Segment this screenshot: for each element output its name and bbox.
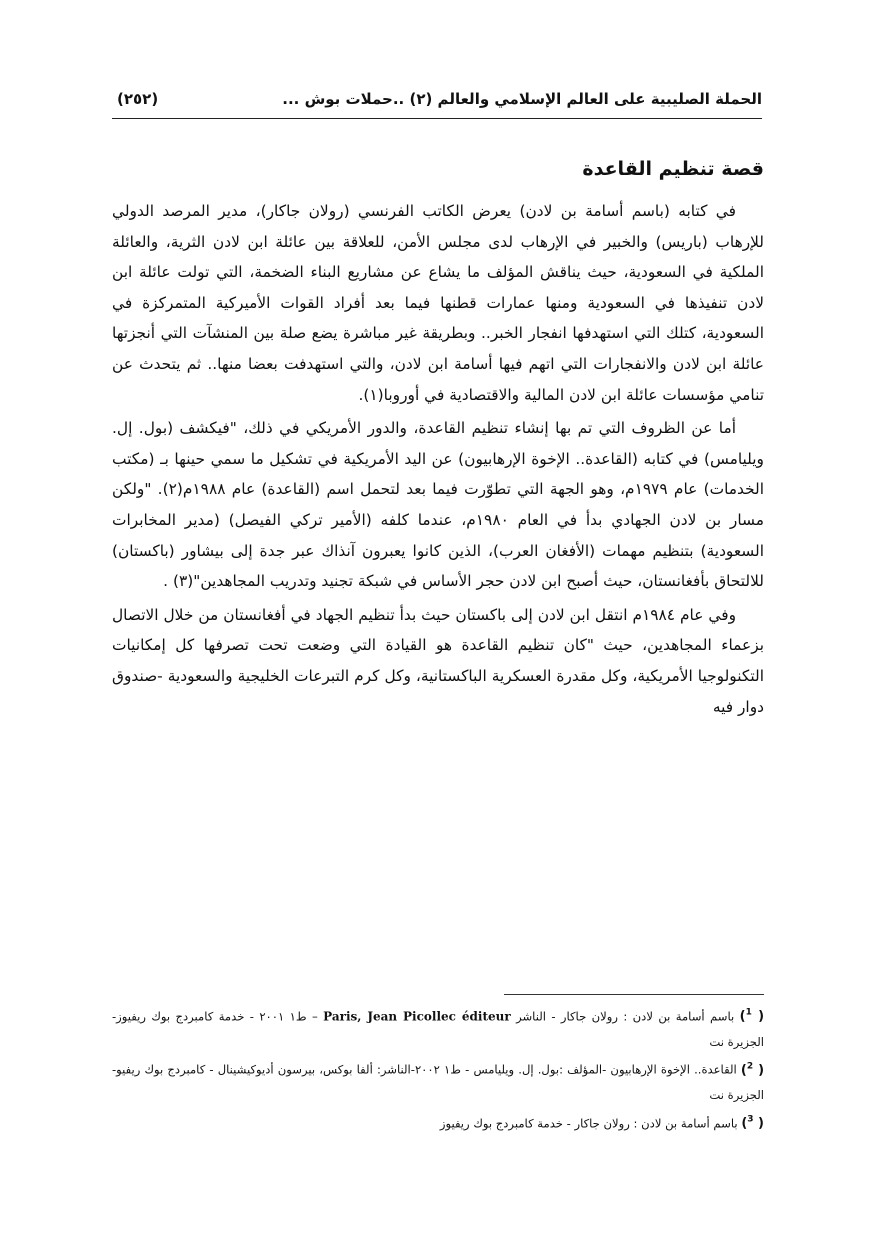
footnote-text: باسم أسامة بن لادن : رولان جاكار - خدمة كامبردج بوك ريفيوز: [439, 1115, 738, 1130]
paragraph: في كتابه (باسم أسامة بن لادن) يعرض الكاتب الفرنسي (رولان جاكار)، مدير المرصد الدولي للإرهاب (باريس) والخبير في الإرهاب لدى مجلس الأمن، للعلاقة بين عائلة ابن لادن الثرية، والعائلة الملكية في السعودية، حيث يناقش المؤلف ما يشاع عن مشاريع البناء الضخمة، التي تولت عائلة ابن لادن تنفيذها في السعودية ومنها عمارات قطنها فيما بعد أفراد القوات الأميركية المتمركزة في السعودية، كتلك التي استهدفها انفجار الخبر.. وبطريقة غير مباشرة يضع صلة بين المنشآت التي أنجزتها عائلة ابن لادن والانفجارات التي اتهم فيها أسامة ابن لادن، والتي استهدفت بعضا منها.. ثم يتحدث عن تنامي مؤسسات عائلة ابن لادن المالية والاقتصادية في أوروبا(١).: [112, 202, 764, 404]
running-header: [112, 88, 762, 119]
footnote: [112, 1108, 764, 1137]
footnote: [112, 1054, 764, 1107]
main-content: [112, 150, 764, 725]
footnote-marker: ( $^2$): [740, 1061, 765, 1078]
footnote-publisher: Paris, Jean Picollec éditeur: [323, 1009, 511, 1024]
footnote-text: – ط١ ٢٠٠١ - خدمة كامبردج بوك ريفيوز- الجزيرة نت: [112, 1009, 764, 1049]
footnote-text: القاعدة.. الإخوة الإرهابيون -المؤلف :بول. إل. ويليامس - ط١ ٢٠٠٢-الناشر: ألفا بوكس، بيرسون أديوكيشينال - كامبردج بوك ريفيو- الجزيرة نت: [112, 1062, 764, 1103]
footnote: [112, 1001, 764, 1054]
footnote-marker: ( $^3$): [741, 1114, 764, 1131]
footnote-separator: [504, 994, 764, 995]
section-title: قصة تنظيم القاعدة: [582, 158, 764, 180]
footnotes: [112, 1001, 764, 1136]
footnote-text: باسم أسامة بن لادن : رولان جاكار - الناشر: [516, 1009, 735, 1024]
header-title: الحملة الصليبية على العالم الإسلامي والعالم (٢) ..حملات بوش ...: [282, 90, 762, 108]
paragraph: أما عن الظروف التي تم بها إنشاء تنظيم القاعدة، والدور الأمريكي في ذلك، "فيكشف (بول. إل. ويليامس) في كتابه (القاعدة.. الإخوة الإرهابيون) عن اليد الأمريكية في تشكيل ما سمي حينها بـ (مكتب الخدمات) عام ١٩٧٩م، وهو الجهة التي تطوّرت فيما بعد لتحمل اسم (القاعدة) عام ١٩٨٨م(٢). "ولكن مسار بن لادن الجهادي بدأ في العام ١٩٨٠م، عندما كلفه (الأمير تركي الفيصل) (مدير المخابرات السعودية) بتنظيم مهمات (الأفغان العرب)، الذين كانوا يعبرون آنذاك عبر جدة إلى بيشاور (باكستان) للالتحاق بأفغانستان، حيث أصبح ابن لادن حجر الأساس في شبكة تجنيد وتدريب المجاهدين"(٣) .: [112, 419, 764, 591]
footnote-marker: ( $^1$): [739, 1008, 765, 1025]
page-number: (٢٥٢): [117, 90, 159, 108]
paragraph: وفي عام ١٩٨٤م انتقل ابن لادن إلى باكستان حيث بدأ تنظيم الجهاد في أفغانستان من خلال الاتصال بزعماء المجاهدين، حيث "كان تنظيم القاعدة هو القيادة التي وضعت تحت تصرفها كل إمكانيات التكنولوجيا الأمريكية، وكل مقدرة العسكرية الباكستانية، وكل كرم التبرعات الخليجية والسعودية -صندوق دوار فيه: [112, 605, 764, 716]
